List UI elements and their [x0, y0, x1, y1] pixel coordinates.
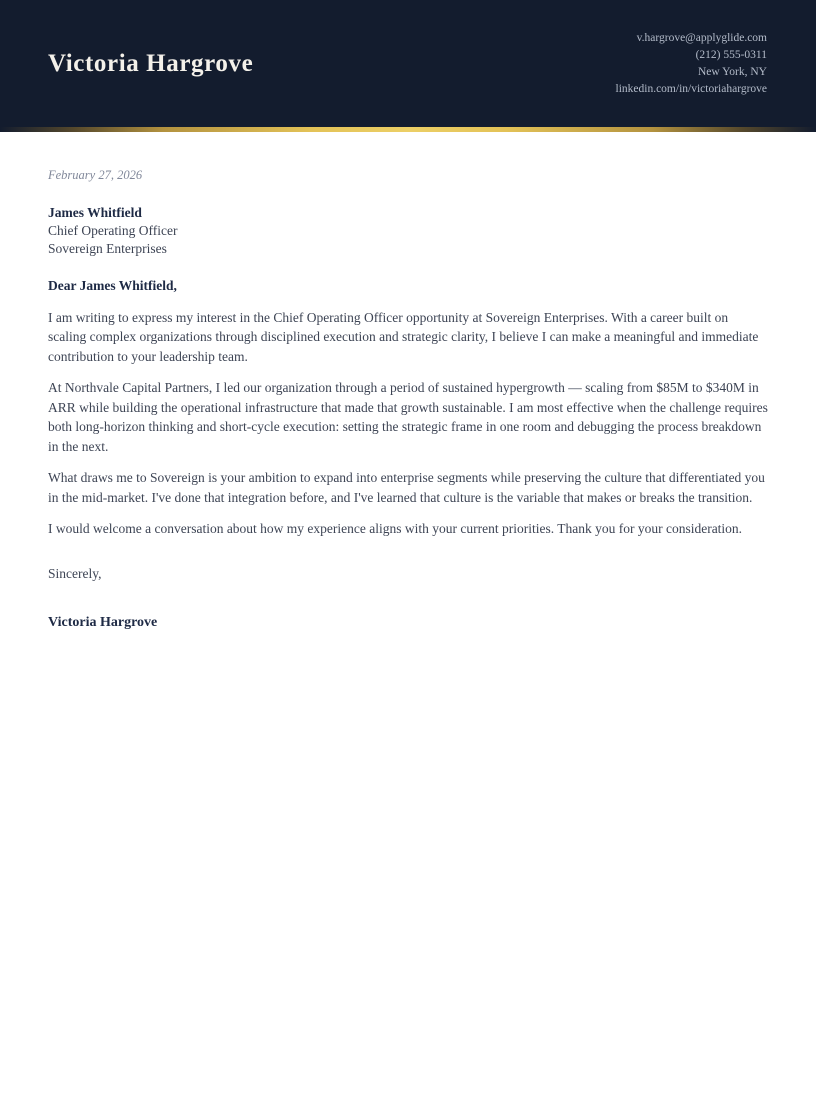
- recipient-block: [48, 204, 768, 258]
- salutation: Dear James Whitfield,: [48, 278, 177, 293]
- contact-phone: (212) 555-0311: [695, 48, 767, 61]
- recipient-title: Chief Operating Officer: [48, 223, 178, 238]
- recipient-name: James Whitfield: [48, 205, 142, 220]
- signature-name: Victoria Hargrove: [48, 615, 158, 630]
- letter-header: [0, 0, 816, 127]
- paragraph-experience: At Northvale Capital Partners, I led our organization through a period of sustained hypergrowth — scaling from $85M to $340M in ARR while building the operational infrastructure that made that growth sustainable. I am most effective when the challenge requires both long-horizon thinking and short-cycle execution: setting the strategic frame in one room and debugging the process breakdown in the next.: [48, 380, 768, 454]
- contact-block: [616, 30, 767, 98]
- paragraph-intro: I am writing to express my interest in the Chief Operating Officer opportunity at Sovereign Enterprises. With a career built on scaling complex organizations through disciplined execution and strategic clarity, I believe I can make a meaningful and immediate contribution to your leadership team.: [48, 309, 759, 364]
- letter-date: February 27, 2026: [48, 168, 143, 182]
- applicant-name: Victoria Hargrove: [48, 49, 254, 77]
- letter-body: [0, 132, 816, 633]
- contact-location: New York, NY: [697, 65, 767, 78]
- contact-email: v.hargrove@applyglide.com: [636, 31, 767, 44]
- recipient-company: Sovereign Enterprises: [48, 241, 167, 256]
- paragraph-call-to-action: I would welcome a conversation about how my experience aligns with your current priorities. Thank you for your consideration.: [48, 521, 743, 536]
- contact-linkedin: linkedin.com/in/victoriahargrove: [615, 82, 767, 95]
- paragraph-motivation: What draws me to Sovereign is your ambition to expand into enterprise segments while preserving the culture that differentiated you in the mid-market. I've done that integration before, and I've learned that culture is the variable that makes or breaks the transition.: [48, 470, 765, 505]
- closing: Sincerely,: [48, 565, 102, 581]
